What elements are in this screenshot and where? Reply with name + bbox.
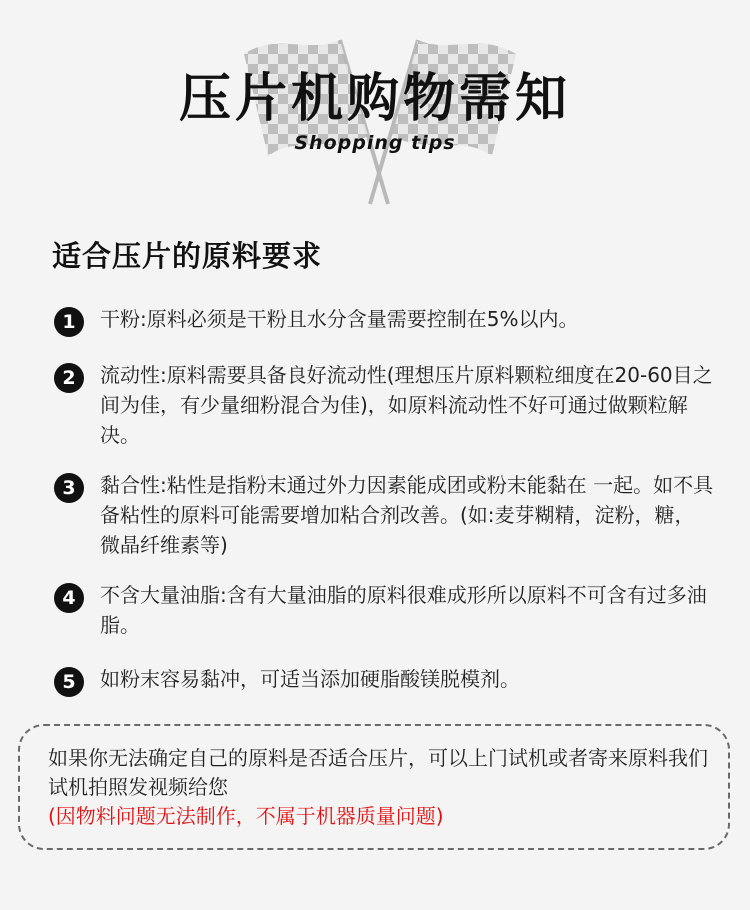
requirement-item bbox=[54, 470, 714, 560]
requirement-item bbox=[54, 360, 714, 450]
requirement-text: 干粉:原料必须是干粉且水分含量需要控制在5%以内。 bbox=[100, 307, 579, 331]
notice-box bbox=[18, 724, 730, 850]
number-badge: 1 bbox=[54, 307, 84, 337]
requirement-item bbox=[54, 580, 714, 640]
notice-content bbox=[48, 744, 718, 831]
requirement-text: 不含大量油脂:含有大量油脂的原料很难成形所以原料不可含有过多油脂。 bbox=[100, 583, 707, 637]
requirement-item bbox=[54, 304, 714, 334]
requirement-text: 流动性:原料需要具备良好流动性(理想压片原料颗粒细度在20-60目之间为佳，有少量细粉混合为佳)，如原料流动性不好可通过做颗粒解决。 bbox=[100, 363, 713, 447]
requirement-text: 黏合性:粘性是指粉末通过外力因素能成团或粉末能黏在 一起。如不具备粘性的原料可能需要增加粘合剂改善。(如:麦芽糊精，淀粉，糖，微晶纤维素等) bbox=[100, 473, 714, 557]
header bbox=[0, 0, 750, 215]
notice-text: 如果你无法确定自己的原料是否适合压片，可以上门试机或者寄来原料我们试机拍照发视频给您 bbox=[48, 746, 708, 799]
number-badge: 4 bbox=[54, 583, 84, 613]
number-badge: 3 bbox=[54, 473, 84, 503]
number-badge: 2 bbox=[54, 363, 84, 393]
number-badge: 5 bbox=[54, 667, 84, 697]
requirement-text: 如粉末容易黏冲，可适当添加硬脂酸镁脱模剂。 bbox=[100, 667, 520, 691]
requirement-item bbox=[54, 664, 714, 694]
page-title: 压片机购物需知 bbox=[178, 69, 571, 129]
section-title: 适合压片的原料要求 bbox=[52, 239, 323, 273]
page-subtitle: Shopping tips bbox=[294, 132, 456, 154]
notice-warning: (因物料问题无法制作，不属于机器质量问题) bbox=[48, 804, 444, 828]
